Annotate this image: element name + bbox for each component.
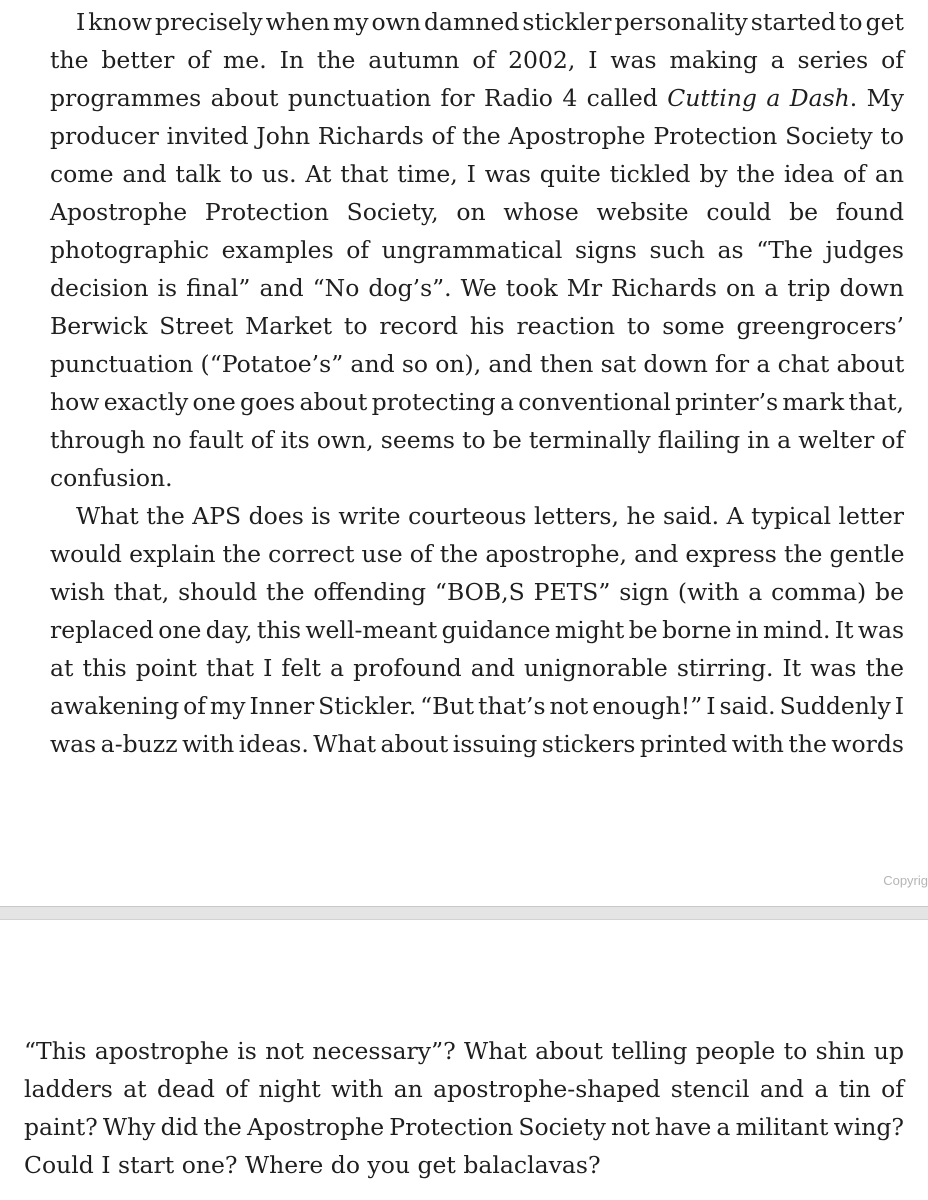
page-divider xyxy=(0,906,928,920)
text-line: I know precisely when my own damned stickler personality started to get xyxy=(76,8,904,36)
text-line: producer invited John Richards of the Apostrophe Protection Society to xyxy=(50,122,904,150)
copyright-label: Copyrig xyxy=(883,873,928,888)
text-line: paint? Why did the Apostrophe Protection Society not have a militant wing? xyxy=(24,1113,904,1141)
text-line-end: . My xyxy=(849,84,905,112)
text-line: Berwick Street Market to record his reaction to some greengrocers’ xyxy=(50,312,904,340)
text-line: Apostrophe Protection Society, on whose website could be found xyxy=(50,198,904,226)
paragraph-1 xyxy=(24,3,904,497)
text-line: confusion. xyxy=(50,464,173,492)
text-line-start: programmes about punctuation for Radio 4 called xyxy=(50,84,668,112)
page-bottom-text xyxy=(24,1032,904,1184)
text-line: punctuation (“Potatoe’s” and so on), and then sat down for a chat about xyxy=(50,350,905,378)
page-top-text xyxy=(24,3,904,763)
text-line: come and talk to us. At that time, I was quite tickled by the idea of an xyxy=(50,160,904,188)
text-line: photographic examples of ungrammatical signs such as “The judges xyxy=(50,236,904,264)
text-line: decision is final” and “No dog’s”. We took Mr Richards on a trip down xyxy=(50,274,904,302)
text-line: “This apostrophe is not necessary”? What about telling people to shin up xyxy=(24,1037,904,1065)
text-line: awakening of my Inner Stickler. “But that’s not enough!” I said. Suddenly I xyxy=(50,692,904,720)
text-line: the better of me. In the autumn of 2002, I was making a series of xyxy=(50,46,904,74)
paragraph-continued xyxy=(24,1032,904,1184)
text-line: was a-buzz with ideas. What about issuing stickers printed with the words xyxy=(50,730,904,758)
paragraph-2 xyxy=(24,497,904,763)
page-bottom xyxy=(0,920,928,1200)
text-line: through no fault of its own, seems to be terminally flailing in a welter of xyxy=(50,426,905,454)
text-line: at this point that I felt a profound and unignorable stirring. It was the xyxy=(50,654,904,682)
text-line: What the APS does is write courteous letters, he said. A typical letter xyxy=(76,502,904,530)
text-line: how exactly one goes about protecting a conventional printer’s mark that, xyxy=(50,388,904,416)
text-line xyxy=(24,79,904,117)
text-line: wish that, should the offending “BOB,S PETS” sign (with a comma) be xyxy=(50,578,904,606)
text-line: would explain the correct use of the apostrophe, and express the gentle xyxy=(50,540,905,568)
text-line: ladders at dead of night with an apostrophe-shaped stencil and a tin of xyxy=(24,1075,904,1103)
text-line: replaced one day, this well-meant guidance might be borne in mind. It was xyxy=(50,616,905,644)
text-line: Could I start one? Where do you get balaclavas? xyxy=(24,1151,601,1179)
italic-title: Cutting a Dash xyxy=(667,84,850,112)
